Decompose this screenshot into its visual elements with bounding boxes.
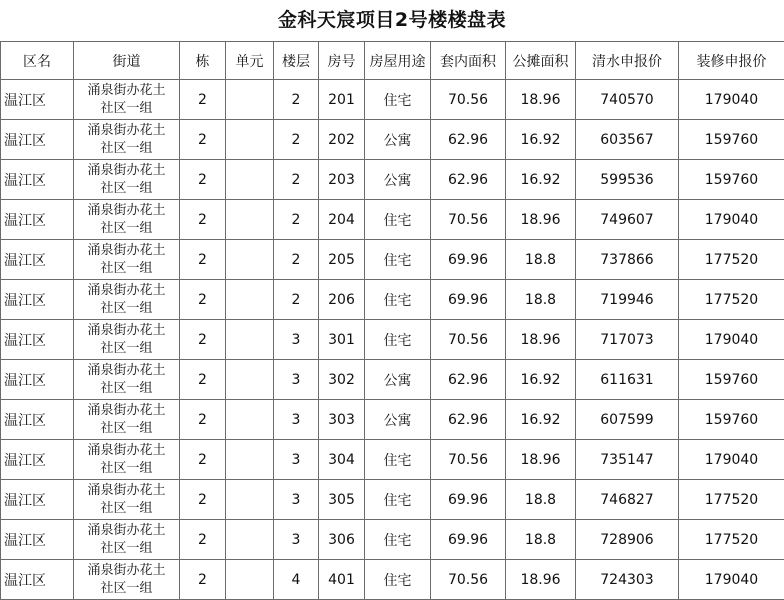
- cell-shared-area: 18.96: [506, 200, 576, 240]
- table-body: [1, 80, 784, 600]
- cell-floor: 2: [274, 240, 319, 280]
- cell-floor: 2: [274, 160, 319, 200]
- table-row: [1, 120, 784, 160]
- cell-street: [74, 400, 180, 440]
- cell-building: 2: [180, 160, 226, 200]
- cell-decorated-price: 179040: [679, 560, 784, 600]
- cell-usage: 公寓: [365, 360, 431, 400]
- cell-room: 202: [319, 120, 365, 160]
- cell-district: 温江区: [1, 520, 74, 560]
- cell-shared-area: 16.92: [506, 120, 576, 160]
- cell-building: 2: [180, 480, 226, 520]
- cell-unit: [226, 560, 274, 600]
- cell-room: 205: [319, 240, 365, 280]
- cell-shared-area: 18.8: [506, 520, 576, 560]
- cell-street: [74, 520, 180, 560]
- cell-shared-area: 18.96: [506, 440, 576, 480]
- header-row: [1, 42, 784, 80]
- cell-inner-area: 62.96: [431, 400, 506, 440]
- cell-district: 温江区: [1, 400, 74, 440]
- cell-inner-area: 70.56: [431, 320, 506, 360]
- table-row: [1, 160, 784, 200]
- cell-unit: [226, 200, 274, 240]
- cell-district: 温江区: [1, 280, 74, 320]
- cell-room: 203: [319, 160, 365, 200]
- cell-building: 2: [180, 280, 226, 320]
- cell-usage: 住宅: [365, 320, 431, 360]
- column-header-inner-area: 套内面积: [431, 42, 506, 80]
- cell-shared-area: 16.92: [506, 160, 576, 200]
- cell-bare-price: 746827: [576, 480, 679, 520]
- cell-district: 温江区: [1, 320, 74, 360]
- cell-room: 306: [319, 520, 365, 560]
- street-line-2: 社区一组: [74, 300, 179, 318]
- street-line-2: 社区一组: [74, 340, 179, 358]
- cell-usage: 住宅: [365, 480, 431, 520]
- column-header-shared-area: 公摊面积: [506, 42, 576, 80]
- street-line-2: 社区一组: [74, 180, 179, 198]
- cell-bare-price: 717073: [576, 320, 679, 360]
- cell-street: [74, 240, 180, 280]
- table-row: [1, 280, 784, 320]
- cell-street: [74, 440, 180, 480]
- street-line-1: 涌泉街办花土: [74, 322, 179, 340]
- cell-decorated-price: 179040: [679, 440, 784, 480]
- cell-shared-area: 18.8: [506, 240, 576, 280]
- cell-district: 温江区: [1, 80, 74, 120]
- cell-usage: 住宅: [365, 520, 431, 560]
- cell-street: [74, 160, 180, 200]
- cell-unit: [226, 280, 274, 320]
- cell-decorated-price: 177520: [679, 240, 784, 280]
- street-line-2: 社区一组: [74, 100, 179, 118]
- street-line-1: 涌泉街办花土: [74, 162, 179, 180]
- cell-building: 2: [180, 200, 226, 240]
- cell-bare-price: 728906: [576, 520, 679, 560]
- cell-building: 2: [180, 320, 226, 360]
- table-row: [1, 400, 784, 440]
- cell-decorated-price: 179040: [679, 80, 784, 120]
- street-line-2: 社区一组: [74, 540, 179, 558]
- street-line-1: 涌泉街办花土: [74, 402, 179, 420]
- cell-floor: 2: [274, 80, 319, 120]
- street-line-1: 涌泉街办花土: [74, 362, 179, 380]
- column-header-usage: 房屋用途: [365, 42, 431, 80]
- cell-bare-price: 724303: [576, 560, 679, 600]
- cell-usage: 公寓: [365, 160, 431, 200]
- cell-unit: [226, 520, 274, 560]
- cell-floor: 3: [274, 360, 319, 400]
- cell-floor: 3: [274, 480, 319, 520]
- cell-district: 温江区: [1, 440, 74, 480]
- cell-district: 温江区: [1, 240, 74, 280]
- listing-table: [0, 41, 784, 600]
- cell-usage: 住宅: [365, 200, 431, 240]
- cell-inner-area: 69.96: [431, 520, 506, 560]
- cell-floor: 3: [274, 400, 319, 440]
- cell-decorated-price: 159760: [679, 160, 784, 200]
- cell-inner-area: 70.56: [431, 440, 506, 480]
- cell-bare-price: 611631: [576, 360, 679, 400]
- cell-building: 2: [180, 360, 226, 400]
- cell-decorated-price: 177520: [679, 280, 784, 320]
- street-line-1: 涌泉街办花土: [74, 562, 179, 580]
- street-line-1: 涌泉街办花土: [74, 442, 179, 460]
- column-header-unit: 单元: [226, 42, 274, 80]
- cell-unit: [226, 240, 274, 280]
- cell-district: 温江区: [1, 200, 74, 240]
- page-title: 金科天宸项目2号楼楼盘表: [0, 0, 784, 41]
- table-row: [1, 560, 784, 600]
- table-row: [1, 320, 784, 360]
- cell-street: [74, 120, 180, 160]
- cell-bare-price: 749607: [576, 200, 679, 240]
- cell-street: [74, 200, 180, 240]
- cell-building: 2: [180, 440, 226, 480]
- cell-district: 温江区: [1, 560, 74, 600]
- cell-usage: 住宅: [365, 440, 431, 480]
- cell-room: 204: [319, 200, 365, 240]
- street-line-1: 涌泉街办花土: [74, 122, 179, 140]
- cell-decorated-price: 159760: [679, 360, 784, 400]
- cell-building: 2: [180, 400, 226, 440]
- cell-street: [74, 560, 180, 600]
- cell-street: [74, 360, 180, 400]
- table-row: [1, 480, 784, 520]
- cell-decorated-price: 177520: [679, 520, 784, 560]
- cell-room: 206: [319, 280, 365, 320]
- cell-street: [74, 320, 180, 360]
- cell-floor: 2: [274, 200, 319, 240]
- street-line-2: 社区一组: [74, 460, 179, 478]
- cell-district: 温江区: [1, 120, 74, 160]
- cell-shared-area: 18.8: [506, 280, 576, 320]
- street-line-2: 社区一组: [74, 220, 179, 238]
- table-row: [1, 200, 784, 240]
- cell-unit: [226, 320, 274, 360]
- cell-usage: 公寓: [365, 120, 431, 160]
- column-header-district: 区名: [1, 42, 74, 80]
- cell-inner-area: 70.56: [431, 200, 506, 240]
- column-header-building: 栋: [180, 42, 226, 80]
- cell-shared-area: 18.96: [506, 320, 576, 360]
- cell-room: 301: [319, 320, 365, 360]
- cell-unit: [226, 440, 274, 480]
- table-row: [1, 80, 784, 120]
- cell-inner-area: 62.96: [431, 160, 506, 200]
- cell-inner-area: 70.56: [431, 80, 506, 120]
- cell-inner-area: 70.56: [431, 560, 506, 600]
- column-header-decorated-price: 装修申报价: [679, 42, 784, 80]
- column-header-bare-price: 清水申报价: [576, 42, 679, 80]
- cell-usage: 公寓: [365, 400, 431, 440]
- cell-usage: 住宅: [365, 240, 431, 280]
- cell-street: [74, 280, 180, 320]
- cell-decorated-price: 177520: [679, 480, 784, 520]
- table-row: [1, 440, 784, 480]
- cell-inner-area: 69.96: [431, 280, 506, 320]
- cell-building: 2: [180, 240, 226, 280]
- cell-decorated-price: 179040: [679, 200, 784, 240]
- cell-unit: [226, 120, 274, 160]
- cell-bare-price: 607599: [576, 400, 679, 440]
- cell-inner-area: 62.96: [431, 360, 506, 400]
- cell-shared-area: 18.96: [506, 80, 576, 120]
- cell-street: [74, 80, 180, 120]
- cell-building: 2: [180, 560, 226, 600]
- column-header-room: 房号: [319, 42, 365, 80]
- cell-unit: [226, 400, 274, 440]
- cell-floor: 2: [274, 280, 319, 320]
- street-line-1: 涌泉街办花土: [74, 242, 179, 260]
- cell-street: [74, 480, 180, 520]
- cell-room: 303: [319, 400, 365, 440]
- cell-inner-area: 69.96: [431, 480, 506, 520]
- cell-shared-area: 18.8: [506, 480, 576, 520]
- column-header-street: 街道: [74, 42, 180, 80]
- street-line-2: 社区一组: [74, 500, 179, 518]
- cell-inner-area: 62.96: [431, 120, 506, 160]
- cell-usage: 住宅: [365, 280, 431, 320]
- cell-usage: 住宅: [365, 80, 431, 120]
- cell-room: 401: [319, 560, 365, 600]
- cell-floor: 3: [274, 320, 319, 360]
- street-line-1: 涌泉街办花土: [74, 282, 179, 300]
- cell-unit: [226, 160, 274, 200]
- street-line-2: 社区一组: [74, 140, 179, 158]
- cell-unit: [226, 80, 274, 120]
- cell-unit: [226, 480, 274, 520]
- cell-room: 302: [319, 360, 365, 400]
- cell-district: 温江区: [1, 480, 74, 520]
- cell-room: 201: [319, 80, 365, 120]
- cell-decorated-price: 159760: [679, 400, 784, 440]
- cell-building: 2: [180, 520, 226, 560]
- cell-bare-price: 599536: [576, 160, 679, 200]
- cell-shared-area: 16.92: [506, 360, 576, 400]
- street-line-2: 社区一组: [74, 580, 179, 598]
- cell-unit: [226, 360, 274, 400]
- cell-floor: 3: [274, 440, 319, 480]
- column-header-floor: 楼层: [274, 42, 319, 80]
- table-row: [1, 240, 784, 280]
- street-line-2: 社区一组: [74, 420, 179, 438]
- cell-room: 305: [319, 480, 365, 520]
- cell-decorated-price: 159760: [679, 120, 784, 160]
- cell-bare-price: 603567: [576, 120, 679, 160]
- cell-floor: 2: [274, 120, 319, 160]
- street-line-2: 社区一组: [74, 260, 179, 278]
- cell-building: 2: [180, 120, 226, 160]
- cell-shared-area: 18.96: [506, 560, 576, 600]
- street-line-1: 涌泉街办花土: [74, 82, 179, 100]
- cell-bare-price: 719946: [576, 280, 679, 320]
- table-row: [1, 520, 784, 560]
- cell-floor: 3: [274, 520, 319, 560]
- cell-district: 温江区: [1, 160, 74, 200]
- street-line-2: 社区一组: [74, 380, 179, 398]
- cell-shared-area: 16.92: [506, 400, 576, 440]
- cell-building: 2: [180, 80, 226, 120]
- cell-room: 304: [319, 440, 365, 480]
- street-line-1: 涌泉街办花土: [74, 202, 179, 220]
- cell-bare-price: 737866: [576, 240, 679, 280]
- cell-inner-area: 69.96: [431, 240, 506, 280]
- cell-bare-price: 735147: [576, 440, 679, 480]
- cell-floor: 4: [274, 560, 319, 600]
- street-line-1: 涌泉街办花土: [74, 482, 179, 500]
- table-row: [1, 360, 784, 400]
- cell-district: 温江区: [1, 360, 74, 400]
- street-line-1: 涌泉街办花土: [74, 522, 179, 540]
- cell-decorated-price: 179040: [679, 320, 784, 360]
- cell-usage: 住宅: [365, 560, 431, 600]
- cell-bare-price: 740570: [576, 80, 679, 120]
